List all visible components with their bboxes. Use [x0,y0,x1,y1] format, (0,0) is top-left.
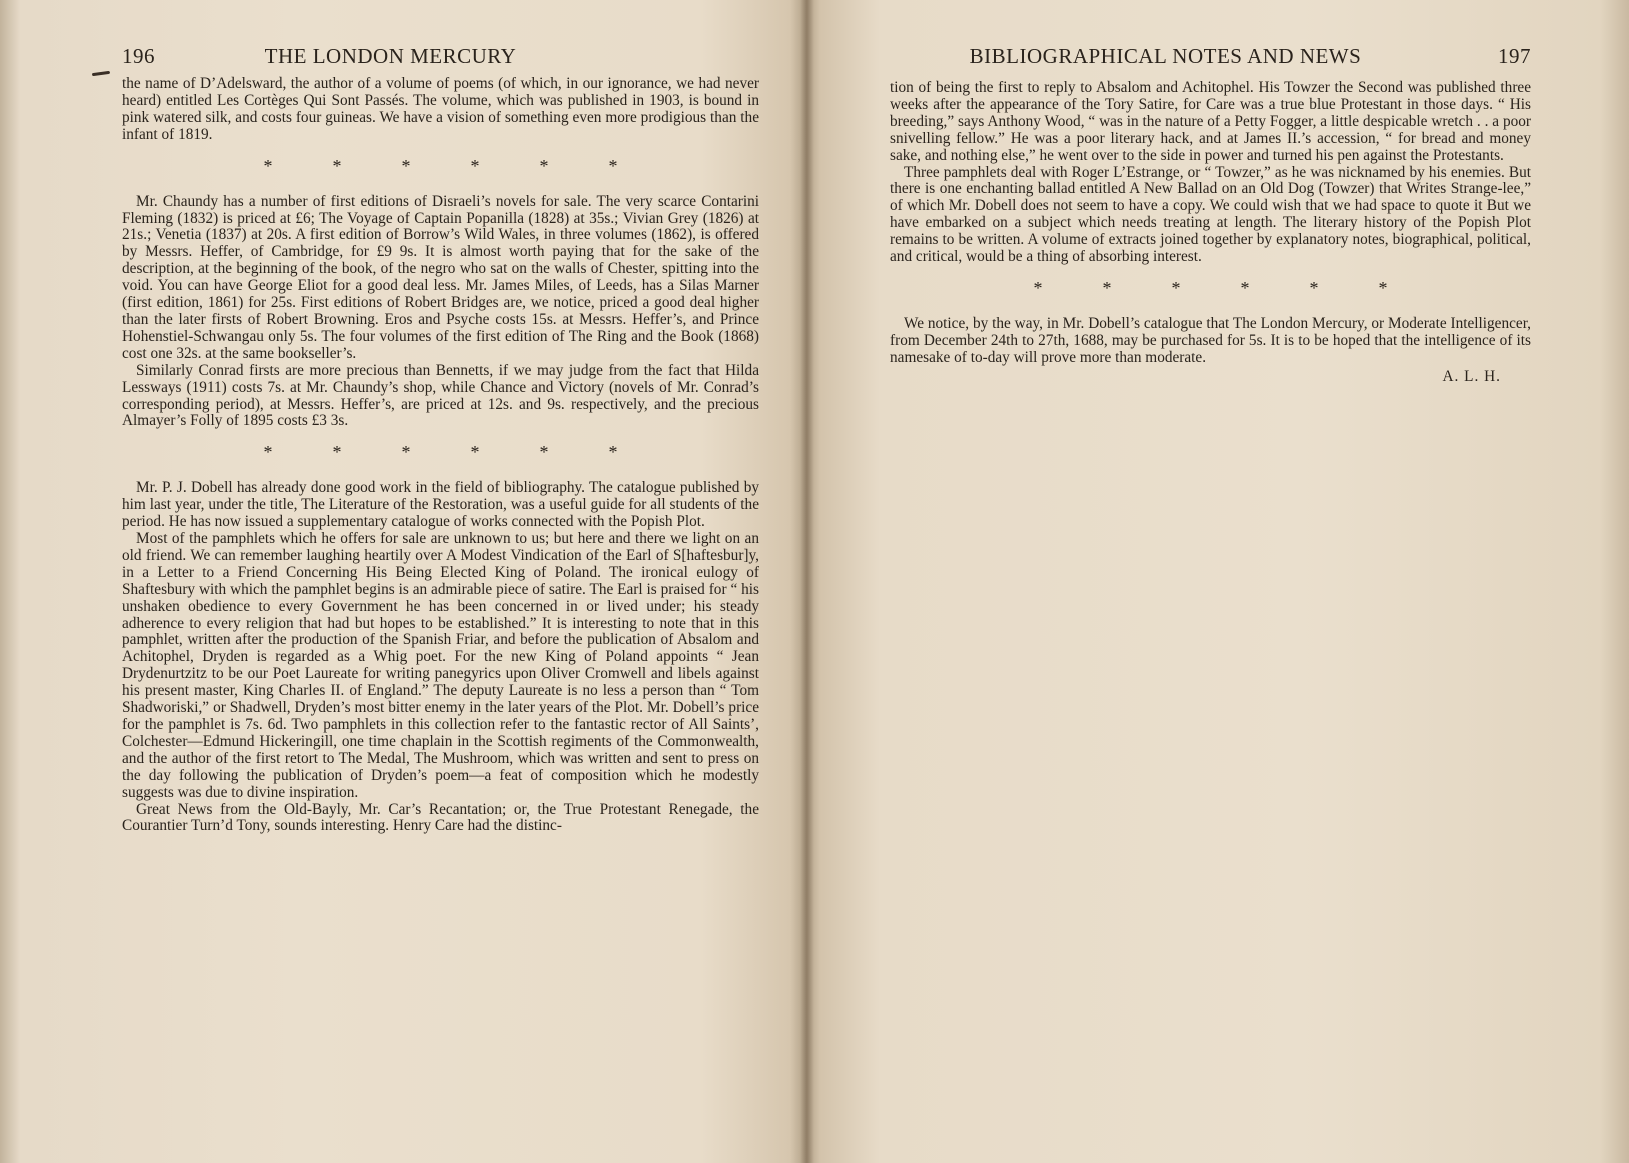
right-running-head [890,44,1531,74]
asterisk-icon: * [263,155,273,176]
asterisk-icon: * [539,155,549,176]
section-divider-stars [890,278,1531,298]
right-page-number: 197 [1498,44,1531,68]
right-paragraph-1: tion of being the first to reply to Absalom and Achitophel. His Towzer the Second was published three weeks after the appearance of the Tory Satire, for Care was a true blue Protestant in those days. “ His breeding,” says Anthony Wood, “ was in the nature of a Petty Fogger, a little despicable wretch . . a poor snivelling fellow.” He was a poor literary hack, and at James II.’s accession, “ for bread and money sake, and nothing else,” he went over to the side in power and turned his pen against the Protestants. [890,79,1531,164]
author-signature: A. L. H. [1442,367,1501,385]
left-paragraph-2: Mr. Chaundy has a number of first editions of Disraeli’s novels for sale. The very scarce Contarini Fleming (1832) is priced at £6; The Voyage of Captain Popanilla (1828) at 35s.; Vivian Grey (1826) at 21s.; Venetia (1837) at 20s. A first edition of Borrow’s Wild Wales, in three volumes (1862), is offered by Messrs. Heffer, of Cambridge, for £9 9s. It is almost worth paying that for the sake of the description, at the beginning of the book, of the negro who sat on the walls of Chester, spitting into the void. You can have George Eliot for a good deal less. Mr. James Miles, of Leeds, has a Silas Marner (first edition, 1861) for 25s. First editions of Robert Bridges are, we notice, priced a good deal higher than the later firsts of Robert Browning. Eros and Psyche costs 15s. at Messrs. Heffer’s, and Prince Hohenstiel-Schwangau only 5s. The four volumes of the first edition of The Ring and the Book (1868) cost one 32s. at the same bookseller’s. [122,192,759,362]
asterisk-icon: * [1033,277,1043,298]
asterisk-icon: * [401,442,411,463]
asterisk-icon: * [539,442,549,463]
left-page [122,0,759,1163]
asterisk-icon: * [401,155,411,176]
left-paragraph-3: Similarly Conrad firsts are more precious than Bennetts, if we may judge from the fact that Hilda Lessways (1911) costs 7s. at Mr. Chaundy’s shop, while Chance and Victory (novels of Mr. Conrad’s corresponding period), at Messrs. Heffer’s, are priced at 12s. and 9s. respectively, and the precious Almayer’s Folly of 1895 costs £3 3s. [122,361,759,430]
left-paragraph-4: Mr. P. J. Dobell has already done good work in the field of bibliography. The catalogue published by him last year, under the title, The Literature of the Restoration, was a useful guide for all students of the period. He has now issued a supplementary catalogue of works connected with the Popish Plot. [122,479,759,531]
left-paragraph-5: Most of the pamphlets which he offers for sale are unknown to us; but here and there we light on an old friend. We can remember laughing heartily over A Modest Vindication of the Earl of S[haftesbur]y, in a Letter to a Friend Concerning His Being Elected King of Poland. The ironical eulogy of Shaftesbury with which the pamphlet begins is an admirable piece of satire. The Earl is praised for “ his unshaken obedience to every Government he has been concerned in or lived under; his steady adherence to every religion that had but hopes to be established.” It is interesting to note that in this pamphlet, written after the production of the Spanish Friar, and before the publication of Absalom and Achitophel, Dryden is regarded as a Whig poet. For the new King of Poland appoints “ Jean Drydenurtzitz to be our Poet Laureate for writing panegyrics upon Oliver Cromwell and libels against his present master, King Charles II. of England.” The deputy Laureate is no less a person than “ Tom Shadworiski,” or Shadwell, Dryden’s most bitter enemy in the later years of the Plot. Mr. Dobell’s price for the pamphlet is 7s. 6d. Two pamphlets in this collection refer to the fantastic rector of All Saints’, Colchester—Edmund Hickeringill, one time chaplain in the Scottish regiments of the Commonwealth, and the author of the first retort to The Medal, The Mushroom, which was written and sent to press on the day following the publication of Dryden’s poem—a feat of composition which he modestly suggests was due to divine inspiration. [122,530,759,801]
asterisk-icon: * [1240,277,1250,298]
left-paragraph-1: the name of D’Adelsward, the author of a volume of poems (of which, in our ignorance, we had never heard) entitled Les Cortèges Qui Sont Passés. The volume, which was published in 1903, is bound in pink watered silk, and costs four guineas. We have a vision of something even more prodigious than the infant of 1819. [122,75,759,143]
asterisk-icon: * [608,442,618,463]
left-page-number: 196 [122,44,155,68]
left-running-head [122,44,759,74]
right-paragraph-2: Three pamphlets deal with Roger L’Estrange, or “ Towzer,” as he was nicknamed by his enemies. But there is one enchanting ballad entitled A New Ballad on an Old Dog (Towzer) that Writes Strange-lee,” of which Mr. Dobell does not seem to have a copy. We could wish that we had space to quote it But we have embarked on a subject which needs treating at length. The literary history of the Popish Plot remains to be written. A volume of extracts joined together by explanatory notes, biographical, political, and critical, would be a thing of absorbing interest. [890,163,1531,266]
right-paragraph-3: We notice, by the way, in Mr. Dobell’s catalogue that The London Mercury, or Moderate Intelligencer, from December 24th to 27th, 1688, may be purchased for 5s. It is to be hoped that the intelligence of its namesake of to-day will prove more than moderate. [890,314,1531,366]
right-page-body [890,80,1531,386]
left-page-body [122,76,759,835]
right-page [890,0,1531,1163]
asterisk-icon: * [1378,277,1388,298]
asterisk-icon: * [1309,277,1319,298]
asterisk-icon: * [332,442,342,463]
asterisk-icon: * [1102,277,1112,298]
left-running-title: THE LONDON MERCURY [264,44,517,68]
asterisk-icon: * [263,442,273,463]
asterisk-icon: * [470,155,480,176]
book-gutter [800,0,814,1163]
asterisk-icon: * [1171,277,1181,298]
section-divider-stars [122,442,759,462]
section-divider-stars [122,156,759,176]
asterisk-icon: * [332,155,342,176]
right-running-title: BIBLIOGRAPHICAL NOTES AND NEWS [969,44,1362,68]
left-paragraph-6: Great News from the Old-Bayly, Mr. Car’s Recantation; or, the True Protestant Renegade, the Courantier Turn’d Tony, sounds interesting. Henry Care had the distinc- [122,800,759,835]
asterisk-icon: * [608,155,618,176]
asterisk-icon: * [470,442,480,463]
